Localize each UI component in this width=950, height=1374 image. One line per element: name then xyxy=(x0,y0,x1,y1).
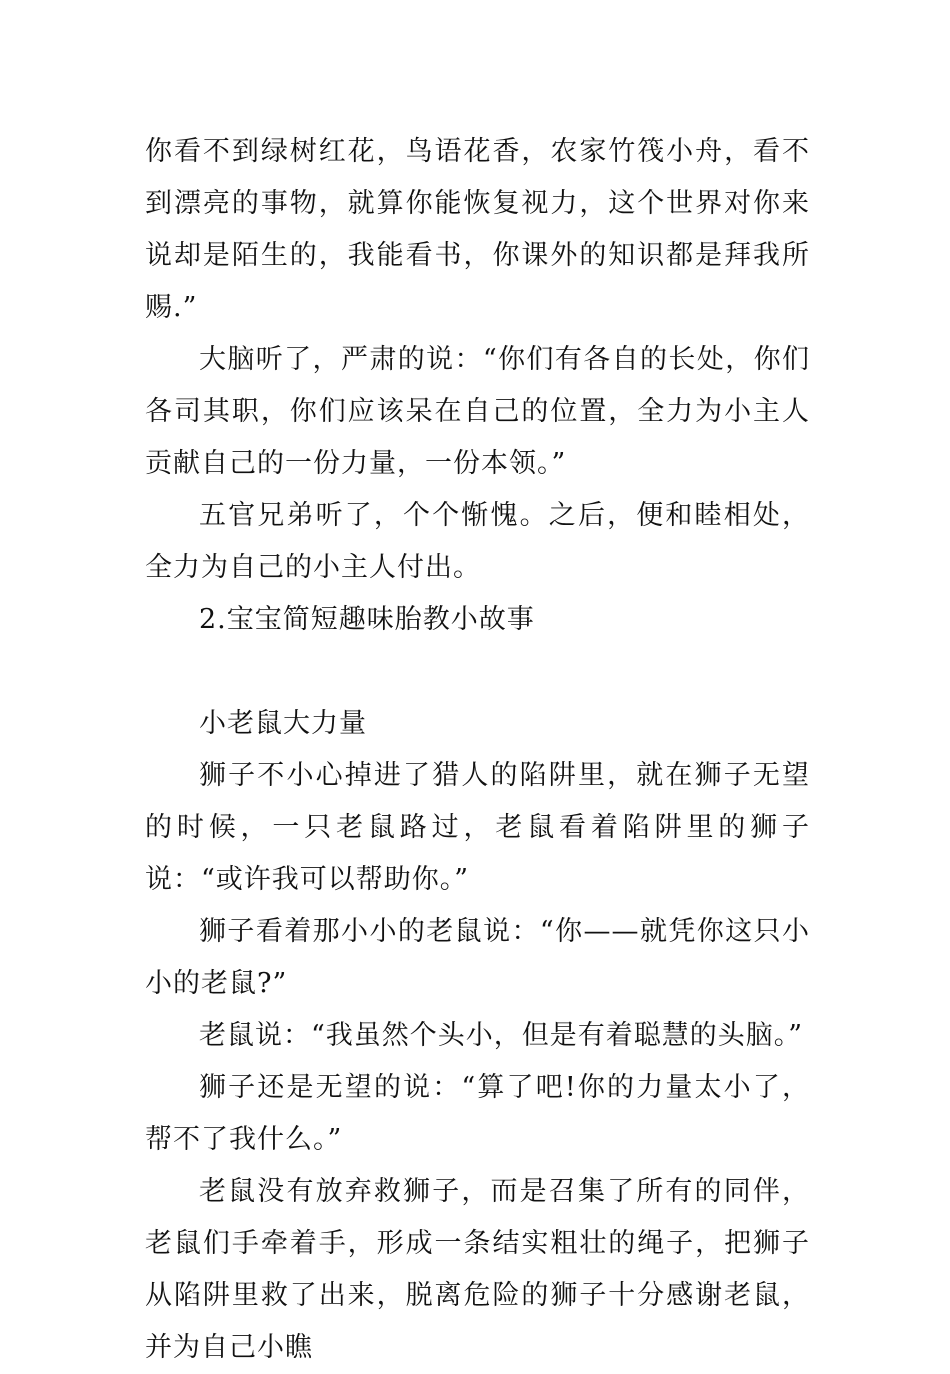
paragraph-continuation: 你看不到绿树红花，鸟语花香，农家竹筏小舟，看不到漂亮的事物，就算你能恢复视力，这个世界对你来说却是陌生的，我能看书，你课外的知识都是拜我所赐.” xyxy=(145,136,810,323)
document-body xyxy=(145,126,810,1374)
paragraph-mice-rescue: 老鼠没有放弃救狮子，而是召集了所有的同伴，老鼠们手牵着手，形成一条结实粗壮的绳子，把狮子从陷阱里救了出来，脱离危险的狮子十分感谢老鼠，并为自己小瞧 xyxy=(145,1176,810,1363)
story-title: 小老鼠大力量 xyxy=(199,708,367,739)
paragraph-mouse-replies: 老鼠说：“我虽然个头小，但是有着聪慧的头脑。” xyxy=(199,1020,804,1051)
blank-line xyxy=(145,646,810,698)
paragraph-five-senses-reconcile: 五官兄弟听了，个个惭愧。之后，便和睦相处，全力为自己的小主人付出。 xyxy=(145,500,810,583)
section-heading: 2.宝宝简短趣味胎教小故事 xyxy=(199,604,535,635)
paragraph-lion-trapped: 狮子不小心掉进了猎人的陷阱里，就在狮子无望的时候，一只老鼠路过，老鼠看着陷阱里的狮子说：“或许我可以帮助你。” xyxy=(145,760,810,895)
paragraph-brain-speech: 大脑听了，严肃的说：“你们有各自的长处，你们各司其职，你们应该呆在自己的位置，全力为小主人贡献自己的一份力量，一份本领。” xyxy=(145,344,810,479)
paragraph-lion-hopeless: 狮子还是无望的说：“算了吧!你的力量太小了，帮不了我什么。” xyxy=(145,1072,810,1155)
paragraph-lion-doubts: 狮子看着那小小的老鼠说：“你——就凭你这只小小的老鼠?” xyxy=(145,916,810,999)
